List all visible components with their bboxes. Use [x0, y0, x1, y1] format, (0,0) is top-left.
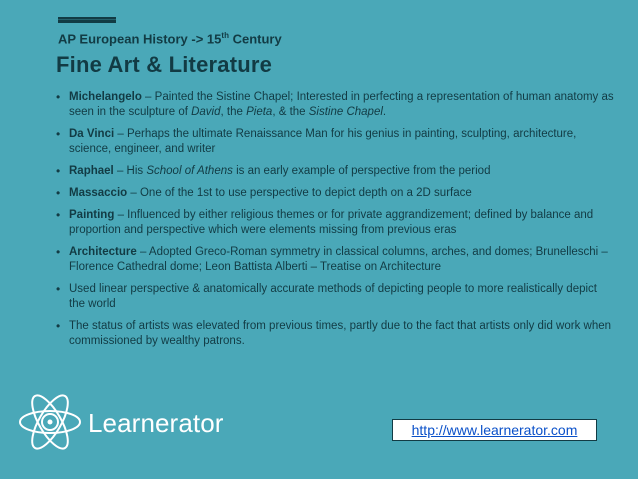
bullet-text: – Painted the Sistine Chapel; Interested in perfecting a representation of human anatomy as seen in the sculpture of — [69, 91, 614, 118]
italic-work: School of Athens — [146, 165, 233, 177]
breadcrumb-superscript: th — [221, 31, 229, 40]
bullet-text: – His — [113, 165, 147, 177]
breadcrumb — [58, 31, 282, 46]
bullet-linear-perspective — [56, 282, 616, 312]
bullet-text-mid: , & the — [272, 106, 309, 118]
bullet-massaccio — [56, 186, 616, 201]
bullet-text: The status of artists was elevated from previous times, partly due to the fact that artists only did work when commissioned by wealthy patrons. — [69, 320, 612, 347]
bullet-text: – Perhaps the ultimate Renaissance Man for his genius in painting, sculpting, architecture, science, engineer, and writer — [69, 128, 577, 155]
learnerator-logo — [17, 390, 224, 454]
bullet-text-end: . — [382, 106, 387, 118]
bullet-raphael — [56, 164, 616, 179]
learnerator-link[interactable]: http://www.learnerator.com — [392, 419, 597, 441]
bullet-name: Massaccio — [69, 187, 128, 199]
bullet-name: Painting — [69, 209, 115, 221]
bullet-text: – One of the 1st to use perspective to depict depth on a 2D surface — [127, 187, 472, 199]
bullet-architecture — [56, 245, 616, 275]
bullet-painting — [56, 208, 616, 238]
page-title: Fine Art & Literature — [56, 52, 273, 77]
bullet-artist-status — [56, 319, 616, 349]
bullet-text-mid: is an early example of perspective from the period — [232, 165, 491, 177]
bullet-text: Used linear perspective & anatomically accurate methods of depicting people to more realistically depict the world — [69, 283, 597, 310]
atom-icon — [17, 390, 89, 454]
breadcrumb-tail: Century — [228, 31, 282, 47]
bullet-text: – Influenced by either religious themes or for private aggrandizement; defined by balance and proportion and perspective which were elements missing from previous eras — [69, 209, 594, 236]
bullet-list — [56, 90, 616, 356]
bullet-da-vinci — [56, 127, 616, 157]
bullet-text-mid: , the — [220, 106, 247, 118]
bullet-name: Da Vinci — [69, 128, 115, 140]
bullet-text: – Adopted Greco-Roman symmetry in classical columns, arches, and domes; Brunelleschi – Florence Cathedral dome; Leon Battista Alberti – Treatise on Architecture — [69, 246, 608, 273]
bullet-michelangelo — [56, 90, 616, 120]
italic-work: Pieta — [246, 106, 273, 118]
bullet-name: Architecture — [69, 246, 137, 258]
italic-work: David — [191, 106, 221, 118]
bullet-name: Raphael — [69, 165, 114, 177]
breadcrumb-main: AP European History -> 15 — [58, 31, 222, 47]
top-strip — [58, 17, 116, 23]
italic-work: Sistine Chapel — [308, 106, 383, 118]
bullet-name: Michelangelo — [69, 91, 142, 103]
logo-text: Learnerator — [88, 408, 224, 438]
